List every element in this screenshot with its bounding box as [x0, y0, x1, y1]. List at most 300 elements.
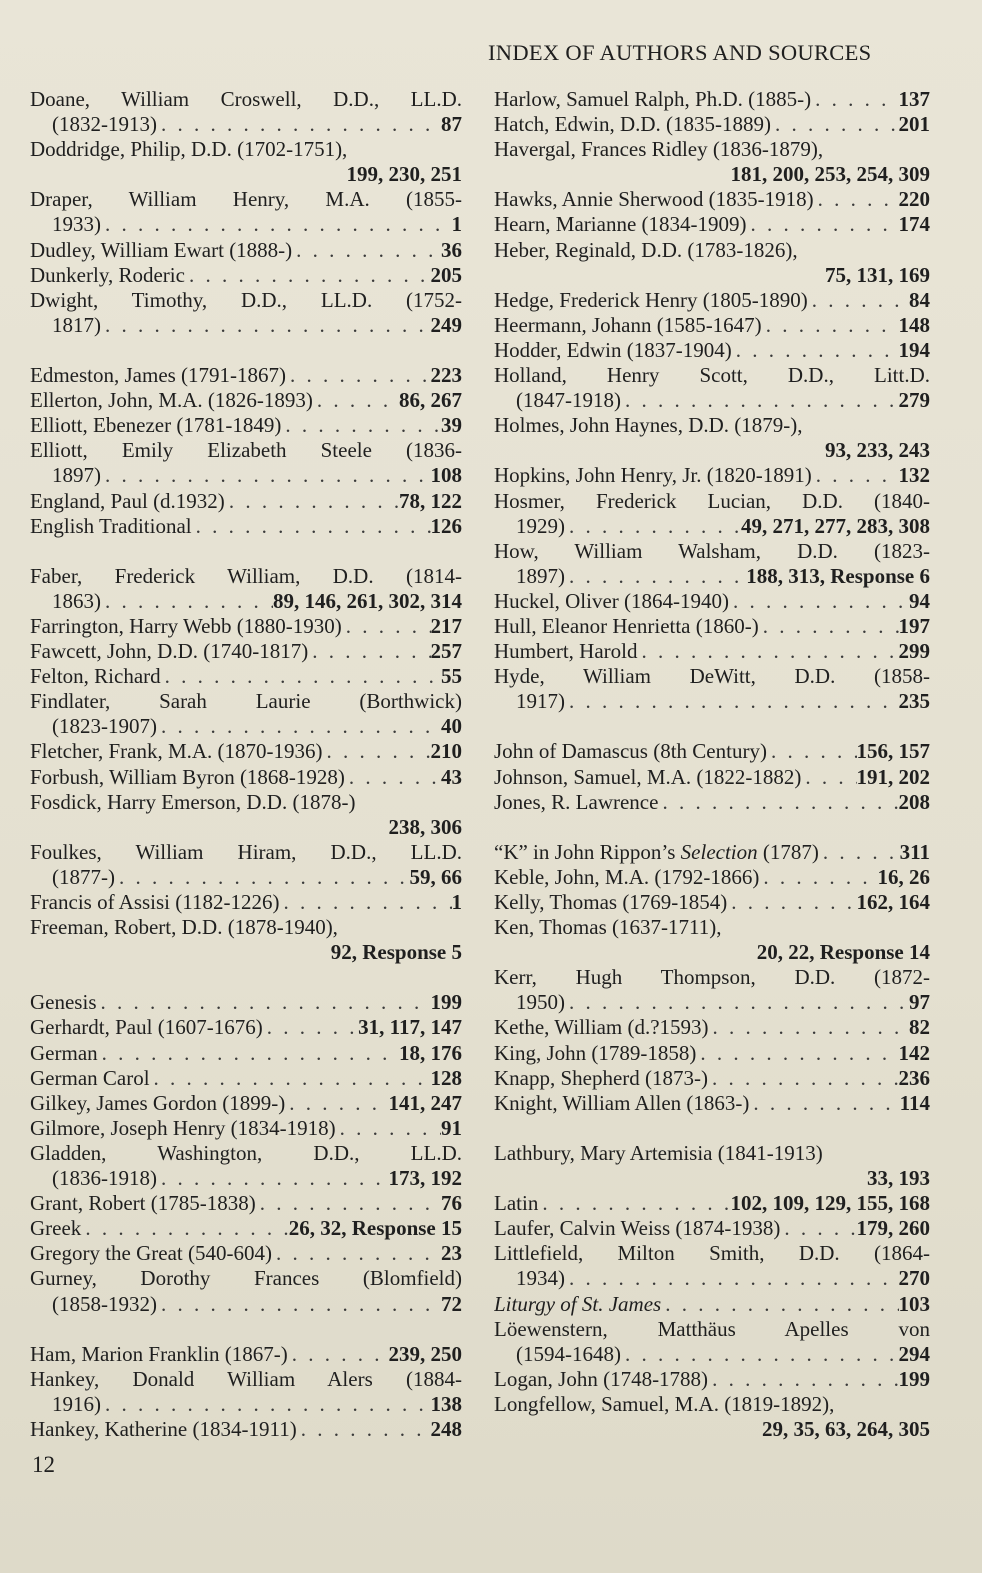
index-line [494, 1317, 930, 1342]
leader-dots [565, 990, 909, 1015]
leader-dots [323, 739, 431, 764]
page-references: 76 [441, 1191, 462, 1216]
index-entry [30, 1266, 462, 1316]
page-references: 108 [430, 463, 462, 488]
leader-dots [565, 689, 899, 714]
entry-text: Lathbury, Mary Artemisia (1841-1913) [494, 1140, 823, 1165]
index-entry [30, 1417, 462, 1442]
index-line [494, 639, 930, 664]
index-line [494, 313, 930, 338]
index-line [30, 765, 462, 790]
index-line [30, 162, 462, 187]
page-references: 199 [898, 1366, 930, 1391]
index-entry [30, 514, 462, 539]
entry-text: Kelly, Thomas (1769-1854) [494, 890, 728, 914]
page-references: 128 [430, 1065, 462, 1090]
entry-text: “K” in John Rippon’s Selection (1787) [494, 839, 819, 864]
index-line [30, 564, 462, 589]
index-line [30, 1216, 462, 1241]
index-line [494, 1066, 930, 1091]
index-entry [494, 1392, 930, 1442]
entry-text: (1847-1918) [516, 388, 621, 413]
page-references: 72 [441, 1291, 462, 1316]
index-line [30, 1392, 462, 1417]
page-references: 31, 117, 147 [358, 1015, 462, 1040]
index-entry [494, 489, 930, 539]
entry-text: German [30, 1040, 98, 1065]
entry-text: Knapp, Shepherd (1873-) [494, 1065, 709, 1090]
index-line [30, 514, 462, 539]
leader-dots [192, 514, 431, 539]
index-entry [30, 1216, 462, 1241]
page-references: 138 [430, 1391, 462, 1416]
page-references: 114 [899, 1090, 930, 1115]
index-line [30, 288, 462, 313]
index-entry [494, 890, 930, 915]
right-column [494, 87, 930, 1442]
entry-text: Harlow, Samuel Ralph, Ph.D. (1885-) [494, 87, 812, 111]
index-line [494, 514, 930, 539]
index-entry [30, 288, 462, 338]
index-line [494, 388, 930, 413]
index-entry [30, 1241, 462, 1266]
entry-text: Knight, William Allen (1863-) [494, 1090, 750, 1115]
index-line [30, 639, 462, 664]
index-entry [494, 187, 930, 212]
page-references: 93, 233, 243 [825, 438, 930, 463]
leader-dots [256, 1191, 441, 1216]
leader-dots [157, 1166, 389, 1191]
index-line [494, 1191, 930, 1216]
index-line [494, 564, 930, 589]
page-references: 141, 247 [388, 1090, 462, 1115]
index-entry [494, 137, 930, 187]
page-references: 210 [430, 739, 462, 764]
index-line [494, 463, 930, 488]
entry-text: England, Paul (d.1932) [30, 488, 225, 513]
leader-dots [759, 614, 899, 639]
page-references: 84 [909, 287, 930, 312]
index-entry [494, 112, 930, 137]
entry-text: How, William Walsham, D.D. (1823- [494, 538, 930, 563]
index-line [30, 1015, 462, 1040]
page-references: 137 [898, 87, 930, 111]
page-references: 191, 202 [856, 764, 930, 789]
leader-dots [101, 1392, 431, 1417]
leader-dots [637, 639, 898, 664]
leader-dots [621, 388, 899, 413]
leader-dots [565, 564, 746, 589]
entry-text: Ken, Thomas (1637-1711), [494, 915, 722, 940]
page-references: 39 [441, 413, 462, 438]
index-entry [30, 564, 462, 614]
leader-dots [285, 1091, 388, 1116]
page-references: 199 [430, 990, 462, 1015]
index-line [30, 388, 462, 413]
page-references: 132 [898, 463, 930, 488]
section-gap [30, 338, 462, 363]
section-gap [494, 815, 930, 840]
index-line [494, 790, 930, 815]
leader-dots [780, 1216, 856, 1241]
index-line [494, 288, 930, 313]
entry-text: 1897) [52, 463, 101, 488]
page-references: 20, 22, Response 14 [756, 940, 930, 965]
leader-dots [279, 890, 451, 915]
entry-text: English Traditional [30, 513, 192, 538]
leader-dots [225, 489, 399, 514]
leader-dots [747, 212, 899, 237]
index-line [30, 1342, 462, 1367]
index-entry [494, 1191, 930, 1216]
index-line [494, 689, 930, 714]
index-entry [30, 1091, 462, 1116]
entry-text: Greek [30, 1216, 82, 1241]
entry-text: Hedge, Frederick Henry (1805-1890) [494, 287, 808, 312]
page-references: 217 [430, 613, 462, 638]
index-entry [30, 87, 462, 137]
index-line [30, 1191, 462, 1216]
leader-dots [801, 765, 856, 790]
index-line [30, 589, 462, 614]
index-entry [494, 463, 930, 488]
index-line [30, 1041, 462, 1066]
index-line [30, 187, 462, 212]
page-references: 29, 35, 63, 264, 305 [762, 1416, 930, 1441]
entry-text: Löewenstern, Matthäus Apelles von [494, 1316, 930, 1341]
left-column [30, 87, 462, 1442]
index-entry [494, 790, 930, 815]
index-line [30, 112, 462, 137]
index-line [494, 589, 930, 614]
index-line [494, 338, 930, 363]
leader-dots [288, 1342, 389, 1367]
page-references: 75, 131, 169 [825, 262, 930, 287]
page-references: 220 [898, 187, 930, 212]
leader-dots [812, 463, 899, 488]
entry-text: Humbert, Harold [494, 639, 638, 664]
index-entry [30, 137, 462, 187]
index-entry [494, 363, 930, 413]
leader-dots [101, 313, 431, 338]
index-line [30, 1091, 462, 1116]
page-references: 142 [898, 1040, 930, 1065]
index-entry [30, 363, 462, 388]
index-line [30, 463, 462, 488]
entry-text: (1858-1932) [52, 1291, 157, 1316]
index-line [30, 1292, 462, 1317]
index-entry [494, 614, 930, 639]
index-entry [494, 865, 930, 890]
entry-text: 1934) [516, 1266, 565, 1291]
index-entry [30, 1041, 462, 1066]
index-entry [494, 1066, 930, 1091]
index-line [30, 790, 462, 815]
leader-dots [98, 1041, 399, 1066]
index-entry [494, 1241, 930, 1291]
index-entry [494, 1216, 930, 1241]
entry-text: Doddridge, Philip, D.D. (1702-1751), [30, 137, 348, 162]
index-line [494, 1417, 930, 1442]
entry-text: Hull, Eleanor Henrietta (1860-) [494, 613, 759, 638]
index-entry [30, 790, 462, 840]
leader-dots [749, 1091, 899, 1116]
entry-text: Hosmer, Frederick Lucian, D.D. (1840- [494, 488, 930, 513]
index-entry [30, 1066, 462, 1091]
page-references: 103 [898, 1291, 930, 1316]
index-entry [494, 965, 930, 1015]
entry-text: 1950) [516, 990, 565, 1015]
index-line [494, 765, 930, 790]
index-entry [494, 1091, 930, 1116]
leader-dots [759, 865, 877, 890]
index-entry [494, 915, 930, 965]
index-line [30, 489, 462, 514]
index-line [30, 263, 462, 288]
entry-text: Faber, Frederick William, D.D. (1814- [30, 563, 462, 588]
index-line [494, 739, 930, 764]
entry-text: German Carol [30, 1065, 150, 1090]
entry-text: Elliott, Emily Elizabeth Steele (1836- [30, 438, 462, 463]
index-entry [494, 765, 930, 790]
index-entry [494, 87, 930, 112]
index-entry [30, 489, 462, 514]
page-references: 188, 313, Response 6 [746, 563, 930, 588]
index-line [494, 1367, 930, 1392]
entry-text: 1817) [52, 312, 101, 337]
leader-dots [286, 363, 430, 388]
index-line [494, 1292, 930, 1317]
index-line [494, 1392, 930, 1417]
index-entry [30, 664, 462, 689]
leader-dots [81, 1216, 288, 1241]
leader-dots [771, 112, 898, 137]
page-references: 91 [441, 1115, 462, 1140]
leader-dots [658, 790, 898, 815]
page-references: 82 [909, 1015, 930, 1040]
index-entry [494, 413, 930, 463]
index-line [30, 238, 462, 263]
entry-text: Gregory the Great (540-604) [30, 1241, 272, 1266]
leader-dots [819, 840, 900, 865]
leader-dots [342, 614, 431, 639]
page-references: 43 [441, 764, 462, 789]
entry-text: 1933) [52, 212, 101, 237]
entry-text: Kerr, Hugh Thompson, D.D. (1872- [494, 965, 930, 990]
entry-text: Liturgy of St. James [494, 1291, 662, 1316]
index-entry [30, 413, 462, 438]
index-line [494, 137, 930, 162]
page-references: 279 [898, 388, 930, 413]
index-entry [494, 238, 930, 288]
index-line [494, 1041, 930, 1066]
page-references: 236 [898, 1065, 930, 1090]
index-line [494, 1015, 930, 1040]
leader-dots [308, 639, 430, 664]
index-line [30, 1066, 462, 1091]
entry-text: Hyde, William DeWitt, D.D. (1858- [494, 664, 930, 689]
entry-text: Keble, John, M.A. (1792-1866) [494, 864, 760, 889]
index-entry [494, 1015, 930, 1040]
index-line [494, 87, 930, 112]
leader-dots [97, 990, 431, 1015]
page-references: 173, 192 [388, 1166, 462, 1191]
index-line [494, 990, 930, 1015]
leader-dots [281, 413, 441, 438]
leader-dots [336, 1116, 441, 1141]
index-entry [494, 739, 930, 764]
index-line [494, 212, 930, 237]
leader-dots [696, 1041, 898, 1066]
page-references: 87 [441, 112, 462, 137]
entry-text: 1929) [516, 513, 565, 538]
entry-text: Francis of Assisi (1182-1226) [30, 890, 280, 914]
index-line [494, 489, 930, 514]
entry-text: Hearn, Marianne (1834-1909) [494, 212, 747, 237]
page-references: 55 [441, 664, 462, 689]
index-line [30, 815, 462, 840]
leader-dots [157, 714, 441, 739]
leader-dots [727, 890, 856, 915]
entry-text: (1832-1913) [52, 112, 157, 137]
entry-text: Dudley, William Ewart (1888-) [30, 237, 293, 262]
index-entry [494, 1141, 930, 1191]
page-references: 92, Response 5 [330, 940, 462, 965]
page-references: 238, 306 [388, 814, 462, 839]
index-entry [494, 1317, 930, 1367]
page-references: 16, 26 [877, 864, 930, 889]
leader-dots [565, 1266, 899, 1291]
index-line [30, 940, 462, 965]
index-entry [30, 1116, 462, 1141]
index-line [494, 664, 930, 689]
index-line [494, 890, 930, 915]
page-references: 179, 260 [856, 1216, 930, 1241]
page-references: 89, 146, 261, 302, 314 [273, 588, 462, 613]
index-line [30, 664, 462, 689]
page-references: 1 [451, 890, 462, 914]
leader-dots [621, 1342, 899, 1367]
entry-text: 1897) [516, 563, 565, 588]
entry-text: 1863) [52, 588, 101, 613]
entry-text: Hatch, Edwin, D.D. (1835-1889) [494, 112, 772, 137]
entry-text: Dwight, Timothy, D.D., LL.D. (1752- [30, 287, 462, 312]
page-references: 239, 250 [388, 1341, 462, 1366]
index-line [30, 915, 462, 940]
index-line [30, 1367, 462, 1392]
page-references: 86, 267 [399, 388, 462, 413]
entry-text: Hawks, Annie Sherwood (1835-1918) [494, 187, 814, 212]
index-entry [494, 313, 930, 338]
page-references: 26, 32, Response 15 [288, 1216, 462, 1241]
index-line [494, 1241, 930, 1266]
entry-text: Latin [494, 1191, 539, 1216]
index-entry [494, 288, 930, 313]
page-number: 12 [32, 1452, 55, 1477]
index-line [494, 413, 930, 438]
entry-text: Grant, Robert (1785-1838) [30, 1191, 256, 1216]
entry-text: Holland, Henry Scott, D.D., Litt.D. [494, 363, 930, 388]
index-line [494, 238, 930, 263]
index-entry [30, 1342, 462, 1367]
index-entry [30, 915, 462, 965]
entry-text: Fawcett, John, D.D. (1740-1817) [30, 639, 309, 664]
entry-text: Laufer, Calvin Weiss (1874-1938) [494, 1216, 781, 1241]
page-references: 235 [898, 689, 930, 714]
page-references: 208 [898, 789, 930, 814]
index-line [494, 263, 930, 288]
entry-text: Gilmore, Joseph Henry (1834-1918) [30, 1115, 336, 1140]
page-references: 194 [898, 337, 930, 362]
index-entry [30, 238, 462, 263]
index-line [30, 137, 462, 162]
leader-dots [808, 288, 909, 313]
index-entry [30, 890, 462, 915]
index-entry [494, 338, 930, 363]
entry-text: Jones, R. Lawrence [494, 789, 659, 814]
index-entry [30, 689, 462, 739]
index-line [30, 614, 462, 639]
index-entry [494, 1041, 930, 1066]
leader-dots [708, 1367, 898, 1392]
entry-text: Gurney, Dorothy Frances (Blomfield) [30, 1266, 462, 1291]
entry-text: Fosdick, Harry Emerson, D.D. (1878-) [30, 789, 356, 814]
entry-text: Hodder, Edwin (1837-1904) [494, 337, 732, 362]
index-line [494, 112, 930, 137]
entry-text: Draper, William Henry, M.A. (1855- [30, 187, 462, 212]
entry-text: Findlater, Sarah Laurie (Borthwick) [30, 689, 462, 714]
leader-dots [185, 263, 431, 288]
index-line [494, 915, 930, 940]
leader-dots [292, 238, 441, 263]
entry-text: (1836-1918) [52, 1166, 157, 1191]
leader-dots [157, 1292, 441, 1317]
index-line [494, 1166, 930, 1191]
index-line [30, 87, 462, 112]
entry-text: John of Damascus (8th Century) [494, 739, 767, 764]
page-references: 49, 271, 277, 283, 308 [741, 513, 930, 538]
entry-text: (1877-) [52, 864, 115, 889]
page-references: 299 [898, 639, 930, 664]
index-entry [494, 664, 930, 714]
page-references: 249 [430, 312, 462, 337]
leader-dots [157, 112, 441, 137]
page-references: 205 [430, 262, 462, 287]
leader-dots [101, 212, 452, 237]
index-entry [30, 187, 462, 237]
leader-dots [297, 1417, 431, 1442]
leader-dots [708, 1066, 898, 1091]
entry-text: Heermann, Johann (1585-1647) [494, 312, 762, 337]
page-references: 223 [430, 363, 462, 388]
entry-text: Kethe, William (d.?1593) [494, 1015, 709, 1040]
page-references: 59, 66 [409, 864, 462, 889]
index-line [30, 1241, 462, 1266]
leader-dots [101, 589, 273, 614]
index-line [30, 1266, 462, 1291]
page-references: 294 [898, 1341, 930, 1366]
index-line [494, 187, 930, 212]
section-gap [30, 539, 462, 564]
entry-text: 1917) [516, 689, 565, 714]
section-gap [30, 965, 462, 990]
index-line [30, 313, 462, 338]
index-entry [494, 589, 930, 614]
index-line [30, 1141, 462, 1166]
entry-text: Gerhardt, Paul (1607-1676) [30, 1015, 263, 1040]
page-references: 199, 230, 251 [346, 162, 462, 187]
page-references: 311 [899, 839, 930, 864]
